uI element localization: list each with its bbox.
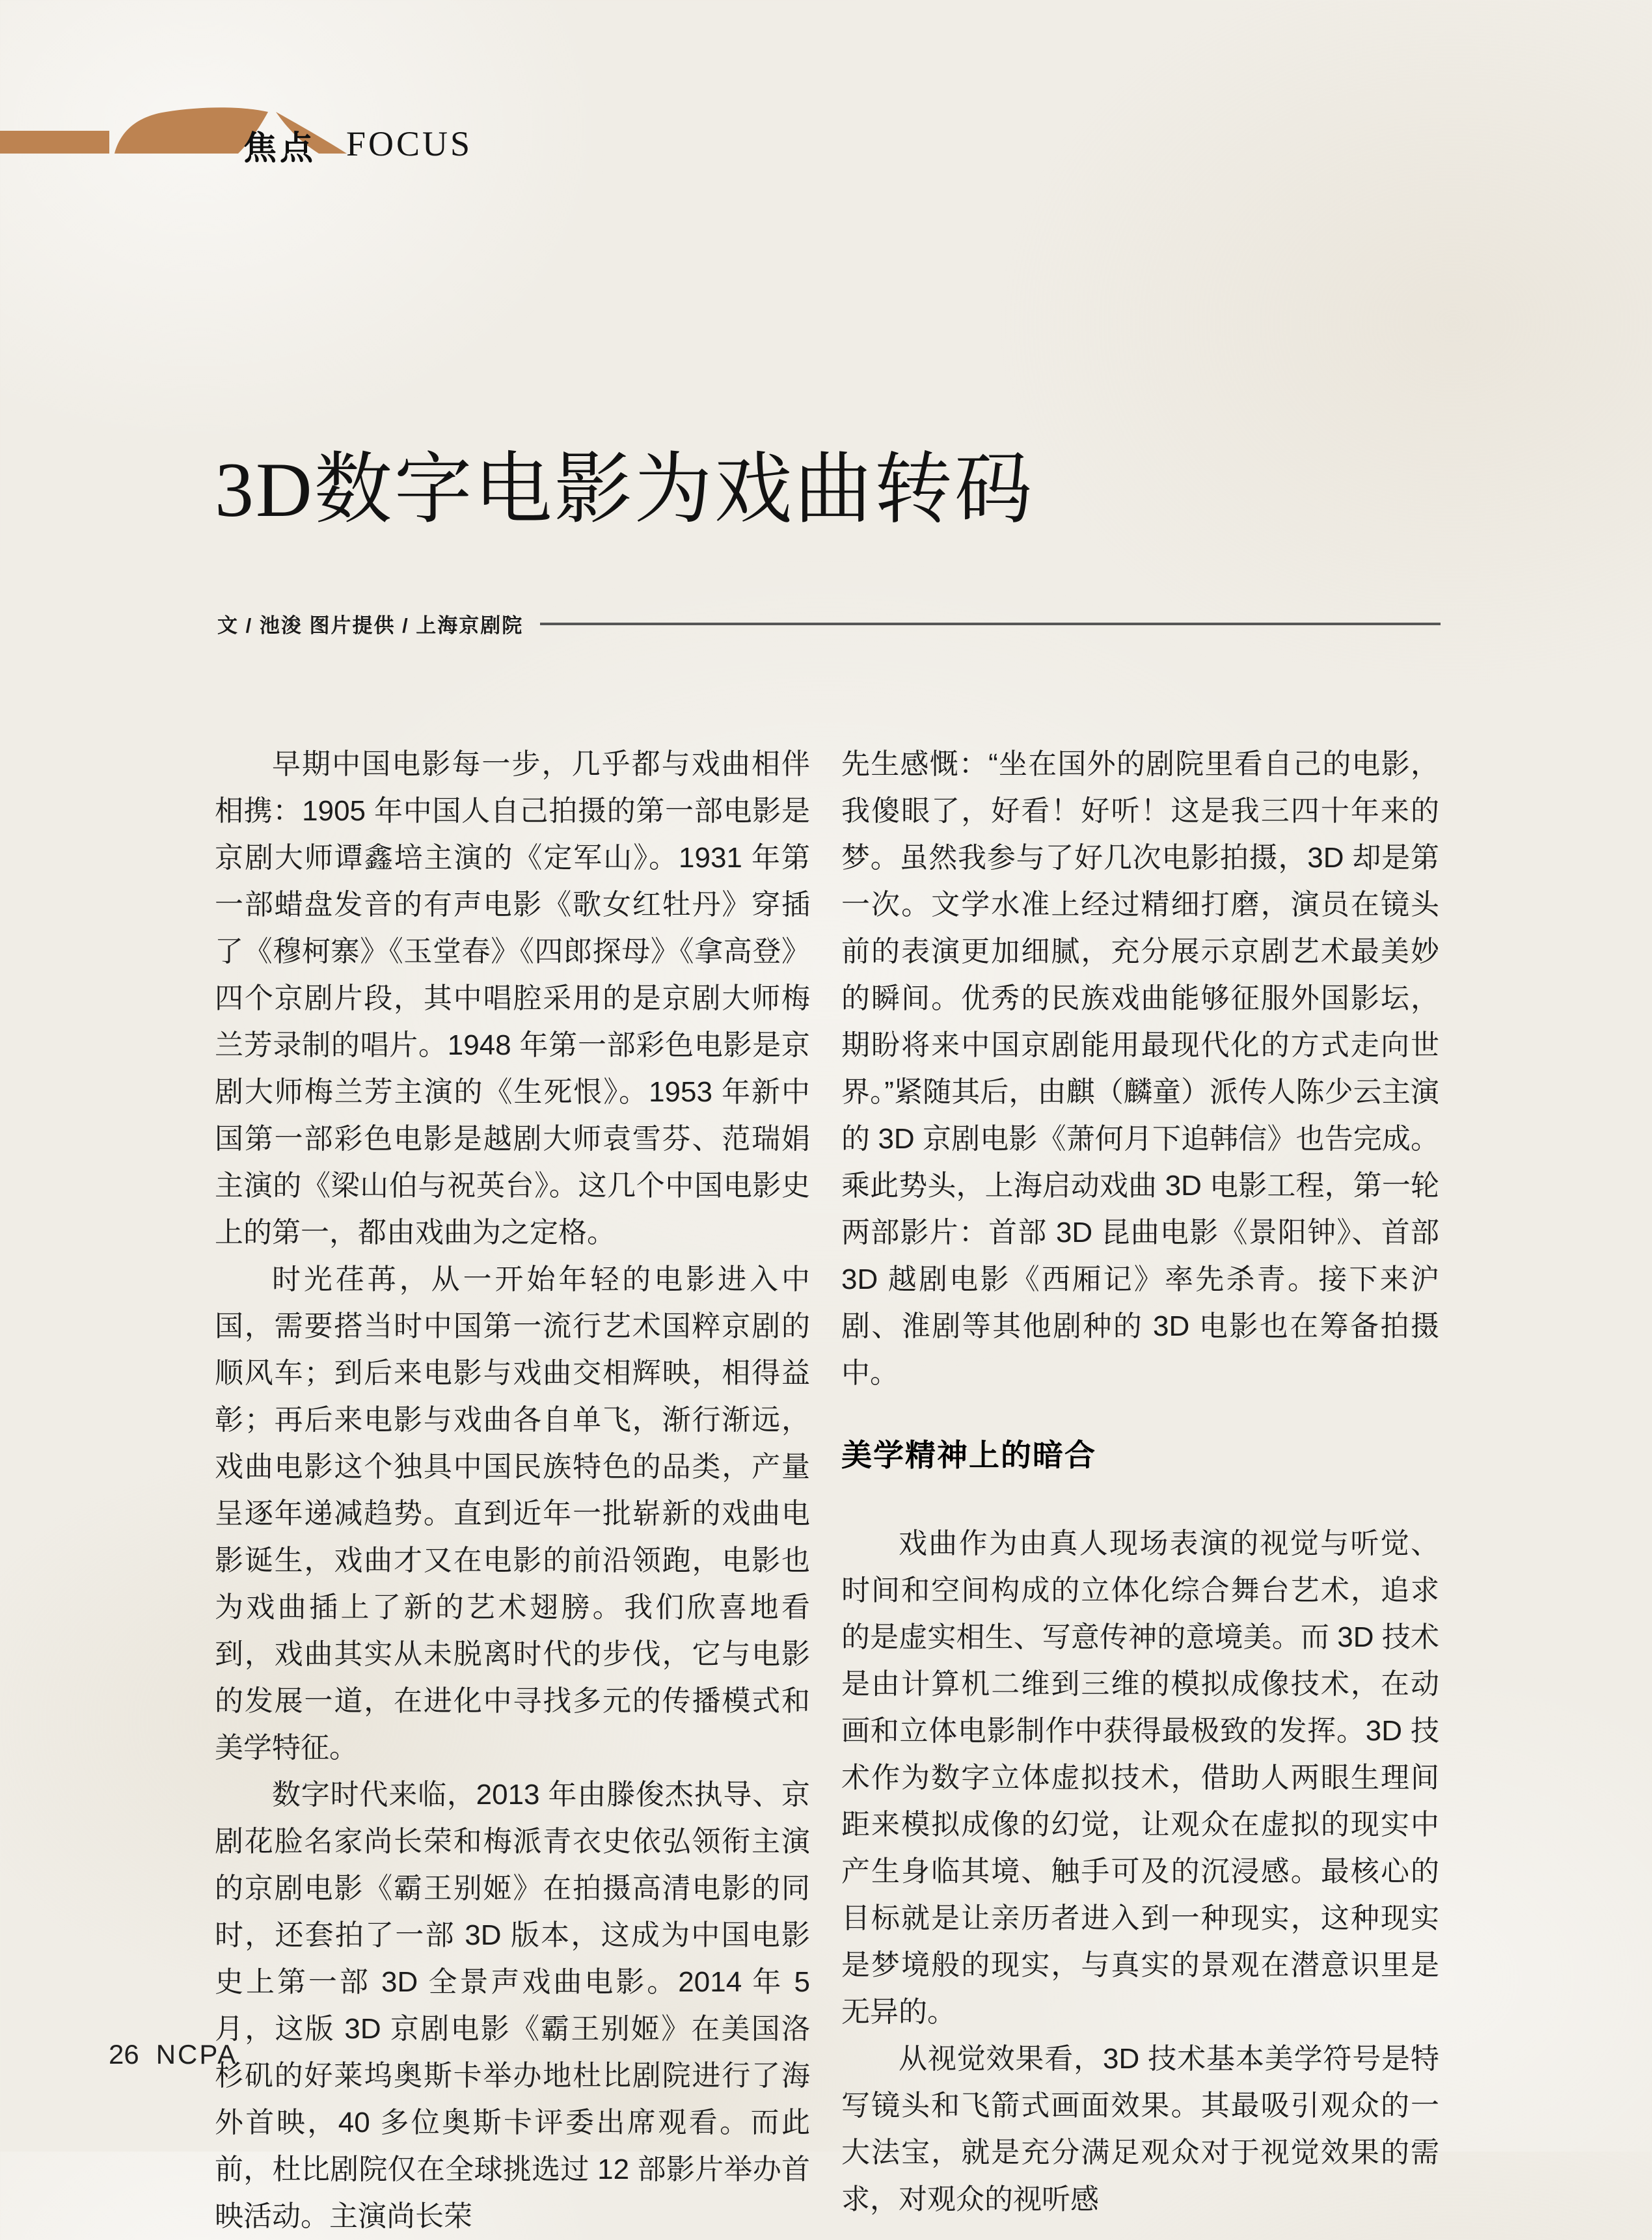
paragraph: 戏曲作为由真人现场表演的视觉与听觉、时间和空间构成的立体化综合舞台艺术，追求的是虚实相生、写意传神的意境美。而 3D 技术是由计算机二维到三维的模拟成像技术，在动画和立体电影制作中获得最极致的发挥。3D 技术作为数字立体虚拟技术，借助人两眼生理间距来模拟成像的幻觉，让观众在虚拟的现实中产生身临其境、触手可及的沉浸感。最核心的目标就是让亲历者进入到一种现实，这种现实是梦境般的现实，与真实的景观在潜意识里是无异的。 <box>841 1528 1439 2028</box>
byline: 文 / 池浚 图片提供 / 上海京剧院 <box>217 614 524 637</box>
swoosh-bar <box>0 131 109 154</box>
section-label-en: FOCUS <box>346 124 473 163</box>
section-label-cn: 焦点 <box>243 129 317 167</box>
paragraph-continuation: 先生感慨：“坐在国外的剧院里看自己的电影，我傻眼了，好看！好听！这是我三四十年来的梦。虽然我参与了好几次电影拍摄，3D 却是第一次。文学水准上经过精细打磨，演员在镜头前的表演更加细腻，充分展示京剧艺术最美妙的瞬间。优秀的民族戏曲能够征服外国影坛，期盼将来中国京剧能用最现代化的方式走向世界。”紧随其后，由麒（麟童）派传人陈少云主演的 3D 京剧电影《萧何月下追韩信》也告完成。乘此势头，上海启动戏曲 3D 电影工程，第一轮两部影片：首部 3D 昆曲电影《景阳钟》、首部 3D 越剧电影《西厢记》率先杀青。接下来沪剧、淮剧等其他剧种的 3D 电影也在筹备拍摄中。 <box>841 748 1439 1389</box>
paragraph: 时光荏苒，从一开始年轻的电影进入中国，需要搭当时中国第一流行艺术国粹京剧的顺风车；到后来电影与戏曲交相辉映，相得益彰；再后来电影与戏曲各自单飞，渐行渐远，戏曲电影这个独具中国民族特色的品类，产量呈逐年递减趋势。直到近年一批崭新的戏曲电影诞生，戏曲才又在电影的前沿领跑，电影也为戏曲插上了新的艺术翅膀。我们欣喜地看到，戏曲其实从未脱离时代的步伐，它与电影的发展一道，在进化中寻找多元的传播模式和美学特征。 <box>215 1263 810 1764</box>
brand: NCPA <box>156 2039 238 2070</box>
right-column <box>841 741 1439 2240</box>
page-footer <box>109 2039 237 2070</box>
page-number: 26 <box>109 2039 139 2070</box>
byline-rule <box>540 623 1441 625</box>
paragraph: 早期中国电影每一步，几乎都与戏曲相伴相携：1905 年中国人自己拍摄的第一部电影是京剧大师谭鑫培主演的《定军山》。1931 年第一部蜡盘发音的有声电影《歌女红牡丹》穿插了《穆柯寨》《玉堂春》《四郎探母》《拿高登》四个京剧片段，其中唱腔采用的是京剧大师梅兰芳录制的唱片。1948 年第一部彩色电影是京剧大师梅兰芳主演的《生死恨》。1953 年新中国第一部彩色电影是越剧大师袁雪芬、范瑞娟主演的《梁山伯与祝英台》。这几个中国电影史上的第一，都由戏曲为之定格。 <box>215 748 810 1248</box>
paragraph: 从视觉效果看，3D 技术基本美学符号是特写镜头和飞箭式画面效果。其最吸引观众的一大法宝，就是充分满足观众对于视觉效果的需求，对观众的视听感 <box>841 2043 1439 2215</box>
article-body <box>215 741 1439 2240</box>
paragraph: 数字时代来临，2013 年由滕俊杰执导、京剧花脸名家尚长荣和梅派青衣史依弘领衔主演的京剧电影《霸王别姬》在拍摄高清电影的同时，还套拍了一部 3D 版本，这成为中国电影史上第一部 3D 全景声戏曲电影。2014 年 5 月，这版 3D 京剧电影《霸王别姬》在美国洛杉矶的好莱坞奥斯卡举办地杜比剧院进行了海外首映，40 多位奥斯卡评委出席观看。而此前，杜比剧院仅在全球挑选过 12 部影片举办首映活动。主演尚长荣 <box>215 1779 810 2232</box>
left-column <box>215 741 810 2240</box>
byline-row <box>217 609 1441 638</box>
article-title: 3D数字电影为戏曲转码 <box>215 446 1035 533</box>
section-heading: 美学精神上的暗合 <box>841 1438 1096 1472</box>
